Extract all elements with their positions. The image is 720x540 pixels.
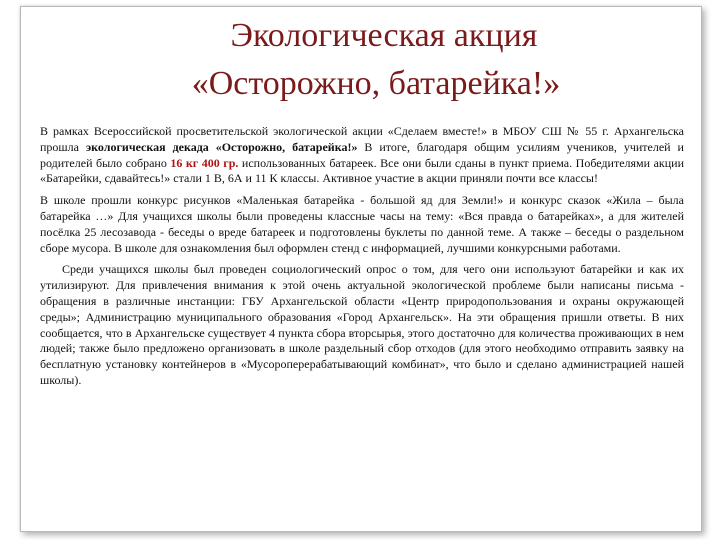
paragraph-1-text-c: В итоге, благодаря общим усилиям учеников, учителей и родителей было собрано bbox=[40, 139, 684, 170]
paragraph-1-bold-decade: экологическая декада «Осторожно, батарейка!» bbox=[85, 139, 358, 154]
paragraph-2: В школе прошли конкурс рисунков «Маленькая батарейка - большой яд для Земли!» и конкурс сказок «Жила – была батарейка …» Для учащихся школы были проведены классные часы на тему: «Вся правда о батарейках», а для жителей посёлка 25 лесозавода - беседы о вреде батареек и подготовлены буклеты по данной теме. А также – беседы о раздельном сборе мусора. В школе для ознакомления был оформлен стенд с информацией, лучшими конкурсными работами. bbox=[40, 193, 684, 255]
slide-title-line-1: Экологическая акция bbox=[230, 17, 538, 54]
paragraph-1-text-e: использованных батареек. Все они были сданы в пункт приема. Победителями акции «Батарейки, сдавайтесь!» стали 1 В, 6А и 11 К классы. Активное участие в акции приняли почти все классы! bbox=[40, 155, 684, 186]
paragraph-1-collected-amount: 16 кг 400 гр. bbox=[170, 155, 239, 170]
paragraph-3: Среди учащихся школы был проведен социологический опрос о том, для чего они используют батарейки и как их утилизируют. Для привлечения внимания к этой очень актуальной экологической проблеме были написаны письма - обращения в различные инстанции: ГБУ Архангельской области «Центр природопользования и охраны окружающей среды»; Администрацию муниципального образования «Город Архангельск». На эти обращения пришли ответы. В них сообщается, что в Архангельске существует 4 пункта сбора вторсырья, этого достаточно для количества проживающих в нем людей; также было предложено организовать в школе раздельный сбор отходов (для этого необходимо отправить заявку на бесплатную установку контейнеров в «Мусороперерабатывающий комбинат», что было и сделано администрацией нашей школы). bbox=[40, 262, 684, 387]
slide-body bbox=[40, 124, 684, 395]
paragraph-1 bbox=[40, 124, 684, 187]
slide-title-line-2: «Осторожно, батарейка!» bbox=[191, 65, 561, 102]
paragraph-1-text-a: В рамках Всероссийской просветительской экологической акции «Сделаем вместе!» в МБОУ СШ № 55 г. Архангельска прошла bbox=[40, 124, 684, 154]
